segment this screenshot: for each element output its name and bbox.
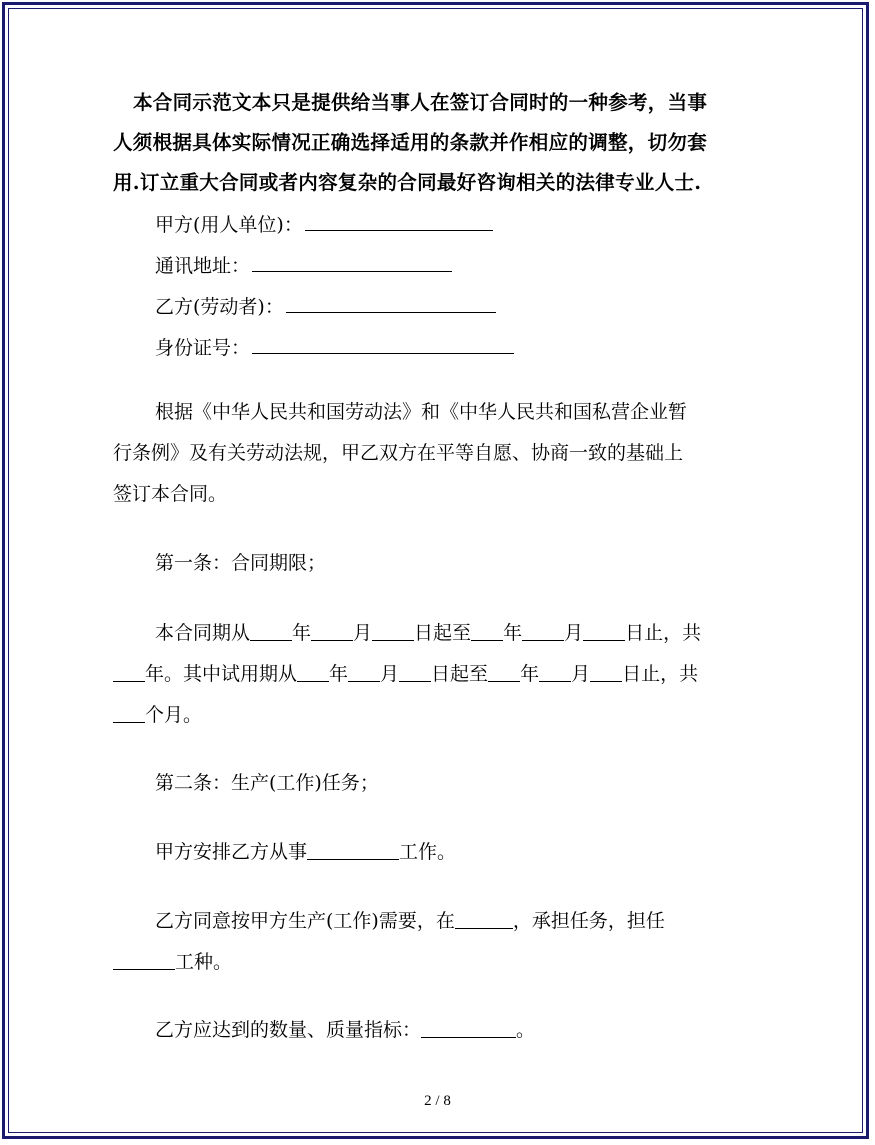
agree-mid: ，承担任务，担任 (512, 910, 665, 932)
probation-end-month-blank[interactable] (539, 663, 571, 682)
months-label: 个月。 (145, 704, 203, 726)
to-label: 日止，共 (625, 622, 702, 644)
from-label: 日起至 (414, 622, 472, 644)
intro-line-3: 签订本合同。 (113, 483, 228, 505)
probation-end-day-blank[interactable] (590, 663, 622, 682)
intro-line-1: 根据《中华人民共和国劳动法》和《中华人民共和国私营企业暂 (155, 401, 688, 423)
location-blank[interactable] (455, 910, 513, 929)
assign-suffix: 工作。 (399, 841, 457, 863)
assign-label: 甲方安排乙方从事 (155, 841, 308, 863)
agree-suffix: 工种。 (175, 951, 233, 973)
month-label: 月 (571, 663, 591, 685)
intro-line-2: 行条例》及有关劳动法规，甲乙双方在平等自愿、协商一致的基础上 (113, 442, 684, 464)
year-label: 年 (329, 663, 349, 685)
agree-line-2 (113, 948, 232, 976)
work-type-blank[interactable] (113, 951, 175, 970)
notice-paragraph (113, 83, 753, 203)
notice-line-3: 用.订立重大合同或者内容复杂的合同最好咨询相关的法律专业人士. (113, 171, 702, 194)
party-a-blank[interactable] (305, 210, 493, 231)
start-month-blank[interactable] (311, 622, 353, 641)
address-label: 通讯地址： (155, 255, 251, 277)
start-day-blank[interactable] (372, 622, 414, 641)
agree-line-1 (155, 907, 665, 935)
probation-start-month-blank[interactable] (348, 663, 380, 682)
from-label: 日起至 (431, 663, 489, 685)
job-blank[interactable] (307, 841, 399, 860)
end-year-blank[interactable] (471, 622, 503, 641)
total-years-blank[interactable] (113, 663, 145, 682)
quota-suffix: 。 (516, 1019, 536, 1041)
year-label: 年 (292, 622, 312, 644)
term-line-1 (155, 619, 701, 647)
page-number: 2 / 8 (424, 1093, 451, 1109)
term-label: 本合同期从 (155, 622, 251, 644)
probation-start-day-blank[interactable] (399, 663, 431, 682)
month-label: 月 (353, 622, 373, 644)
month-label: 月 (380, 663, 400, 685)
party-b-label: 乙方(劳动者)： (155, 296, 284, 318)
year-label: 年 (520, 663, 540, 685)
agree-label: 乙方同意按甲方生产(工作)需要，在 (155, 910, 455, 932)
end-day-blank[interactable] (583, 622, 625, 641)
address-field (155, 251, 452, 280)
quota-label: 乙方应达到的数量、质量指标： (155, 1019, 422, 1041)
id-field (155, 333, 514, 362)
probation-end-year-blank[interactable] (488, 663, 520, 682)
probation-start-year-blank[interactable] (297, 663, 329, 682)
term-line-2 (113, 660, 698, 688)
probation-label: 年。其中试用期从 (145, 663, 298, 685)
address-blank[interactable] (252, 251, 452, 272)
notice-line-2: 人须根据具体实际情况正确选择适用的条款并作相应的调整，切勿套 (113, 131, 708, 154)
id-label: 身份证号： (155, 337, 251, 359)
assign-line (155, 838, 456, 866)
year-label: 年 (503, 622, 523, 644)
notice-line-1: 本合同示范文本只是提供给当事人在签订合同时的一种参考，当事 (133, 91, 708, 114)
id-blank[interactable] (252, 333, 514, 354)
party-a-label: 甲方(用人单位)： (155, 214, 303, 236)
quota-blank[interactable] (421, 1019, 516, 1038)
party-a-field (155, 210, 493, 239)
article-1-title: 第一条：合同期限； (155, 552, 327, 574)
to-label: 日止，共 (622, 663, 699, 685)
probation-months-blank[interactable] (113, 704, 145, 723)
term-line-3 (113, 701, 202, 729)
party-b-field (155, 292, 496, 321)
article-2-title: 第二条：生产(工作)任务； (155, 772, 379, 794)
month-label: 月 (564, 622, 584, 644)
quota-line (155, 1016, 535, 1044)
end-month-blank[interactable] (522, 622, 564, 641)
party-b-blank[interactable] (286, 292, 496, 313)
start-year-blank[interactable] (250, 622, 292, 641)
